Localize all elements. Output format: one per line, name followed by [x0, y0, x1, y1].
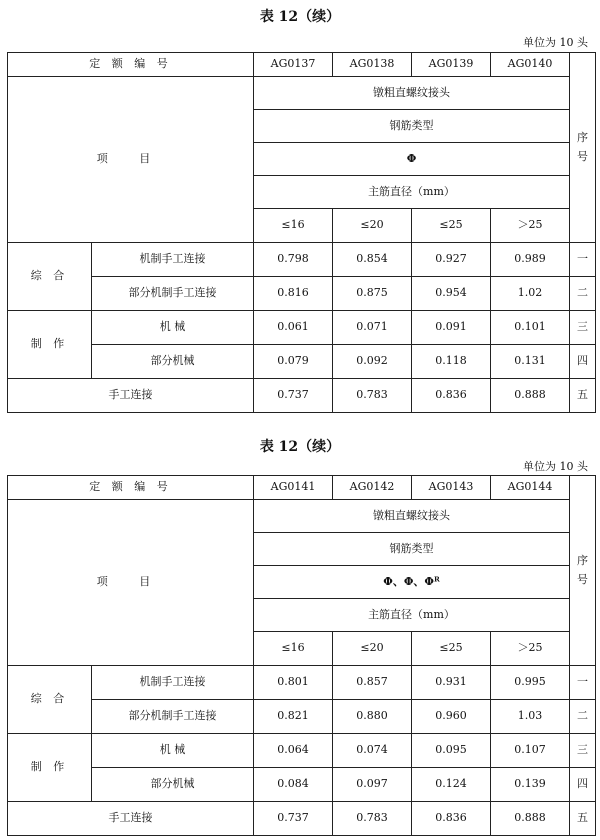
diameter-range: ≤20 [333, 632, 412, 666]
row-value: 1.03 [491, 700, 570, 734]
row-value: 0.118 [412, 345, 491, 379]
table-row [8, 734, 596, 768]
table-row [8, 277, 596, 311]
row-value: 0.079 [254, 345, 333, 379]
quota-code: AG0141 [254, 476, 333, 500]
seq-header-label: 序号 [577, 130, 588, 163]
row-value: 0.131 [491, 345, 570, 379]
row-value: 0.801 [254, 666, 333, 700]
row-value: 0.821 [254, 700, 333, 734]
rebar-type-label: 钢筋类型 [254, 110, 570, 143]
row-label: 机 械 [92, 311, 254, 345]
seq-header [570, 476, 596, 666]
quota-number-label: 定 额 编 号 [8, 53, 254, 77]
table-row [8, 345, 596, 379]
item-label: 项 目 [8, 500, 254, 666]
rebar-type-label: 钢筋类型 [254, 533, 570, 566]
row-value: 0.101 [491, 311, 570, 345]
row-label: 部分机械 [92, 345, 254, 379]
row-value: 0.798 [254, 243, 333, 277]
quota-table [7, 475, 596, 836]
row-seq: 三 [570, 311, 596, 345]
row-value: 0.064 [254, 734, 333, 768]
row-value: 0.095 [412, 734, 491, 768]
row-value: 0.954 [412, 277, 491, 311]
quota-code: AG0144 [491, 476, 570, 500]
quota-code: AG0138 [333, 53, 412, 77]
row-value: 0.061 [254, 311, 333, 345]
row-value: 0.888 [491, 379, 570, 413]
group-label-composite: 综 合 [8, 243, 92, 311]
row-value: 0.816 [254, 277, 333, 311]
row-value: 0.783 [333, 802, 412, 836]
rebar-symbol: Φ、Φ、Φᴿ [254, 566, 570, 599]
diameter-range: ＞25 [491, 632, 570, 666]
row-value: 0.091 [412, 311, 491, 345]
row-value: 0.857 [333, 666, 412, 700]
quota-table [7, 52, 596, 413]
row-value: 0.139 [491, 768, 570, 802]
group-label-composite: 综 合 [8, 666, 92, 734]
diameter-range: ≤20 [333, 209, 412, 243]
row-seq: 二 [570, 277, 596, 311]
row-value: 0.880 [333, 700, 412, 734]
row-label: 部分机制手工连接 [92, 277, 254, 311]
table-row [8, 768, 596, 802]
row-value: 0.084 [254, 768, 333, 802]
seq-header-label: 序号 [577, 553, 588, 586]
table-row [8, 311, 596, 345]
row-seq: 一 [570, 666, 596, 700]
row-value: 0.737 [254, 802, 333, 836]
row-value: 0.927 [412, 243, 491, 277]
quota-code: AG0142 [333, 476, 412, 500]
quota-number-label: 定 额 编 号 [8, 476, 254, 500]
table-row [8, 666, 596, 700]
diameter-range: ≤16 [254, 209, 333, 243]
diameter-range: ≤25 [412, 632, 491, 666]
row-value: 0.071 [333, 311, 412, 345]
row-value: 0.854 [333, 243, 412, 277]
row-value: 0.107 [491, 734, 570, 768]
row-seq: 一 [570, 243, 596, 277]
quota-code: AG0137 [254, 53, 333, 77]
row-seq: 五 [570, 802, 596, 836]
row-seq: 四 [570, 768, 596, 802]
item-label: 项 目 [8, 77, 254, 243]
row-seq: 二 [570, 700, 596, 734]
quota-code: AG0143 [412, 476, 491, 500]
row-value: 0.931 [412, 666, 491, 700]
unit-note: 单位为 10 头 [523, 36, 588, 49]
row-label: 部分机制手工连接 [92, 700, 254, 734]
row-value: 0.097 [333, 768, 412, 802]
row-value: 1.02 [491, 277, 570, 311]
table-title: 表 12（续） [259, 439, 341, 455]
row-value: 0.737 [254, 379, 333, 413]
diameter-label: 主筋直径（mm） [254, 599, 570, 632]
row-value: 0.092 [333, 345, 412, 379]
diameter-label: 主筋直径（mm） [254, 176, 570, 209]
group-label-fabrication: 制 作 [8, 734, 92, 802]
row-seq: 三 [570, 734, 596, 768]
row-label: 机制手工连接 [92, 666, 254, 700]
row-seq: 四 [570, 345, 596, 379]
row-value: 0.074 [333, 734, 412, 768]
joint-type: 镦粗直螺纹接头 [254, 77, 570, 110]
group-label-fabrication: 制 作 [8, 311, 92, 379]
table-row [8, 243, 596, 277]
row-value: 0.836 [412, 802, 491, 836]
row-value: 0.995 [491, 666, 570, 700]
row-value: 0.783 [333, 379, 412, 413]
row-label: 手工连接 [8, 802, 254, 836]
row-label: 部分机械 [92, 768, 254, 802]
joint-type: 镦粗直螺纹接头 [254, 500, 570, 533]
table-row [8, 379, 596, 413]
row-label: 机 械 [92, 734, 254, 768]
row-value: 0.888 [491, 802, 570, 836]
diameter-range: ≤25 [412, 209, 491, 243]
row-value: 0.989 [491, 243, 570, 277]
rebar-symbol: Φ [254, 143, 570, 176]
row-seq: 五 [570, 379, 596, 413]
row-label: 机制手工连接 [92, 243, 254, 277]
row-label: 手工连接 [8, 379, 254, 413]
unit-note: 单位为 10 头 [523, 460, 588, 473]
row-value: 0.836 [412, 379, 491, 413]
row-value: 0.875 [333, 277, 412, 311]
diameter-range: ＞25 [491, 209, 570, 243]
table-row [8, 700, 596, 734]
diameter-range: ≤16 [254, 632, 333, 666]
quota-code: AG0139 [412, 53, 491, 77]
quota-code: AG0140 [491, 53, 570, 77]
seq-header [570, 53, 596, 243]
row-value: 0.960 [412, 700, 491, 734]
table-row [8, 802, 596, 836]
row-value: 0.124 [412, 768, 491, 802]
table-title: 表 12（续） [259, 9, 341, 25]
